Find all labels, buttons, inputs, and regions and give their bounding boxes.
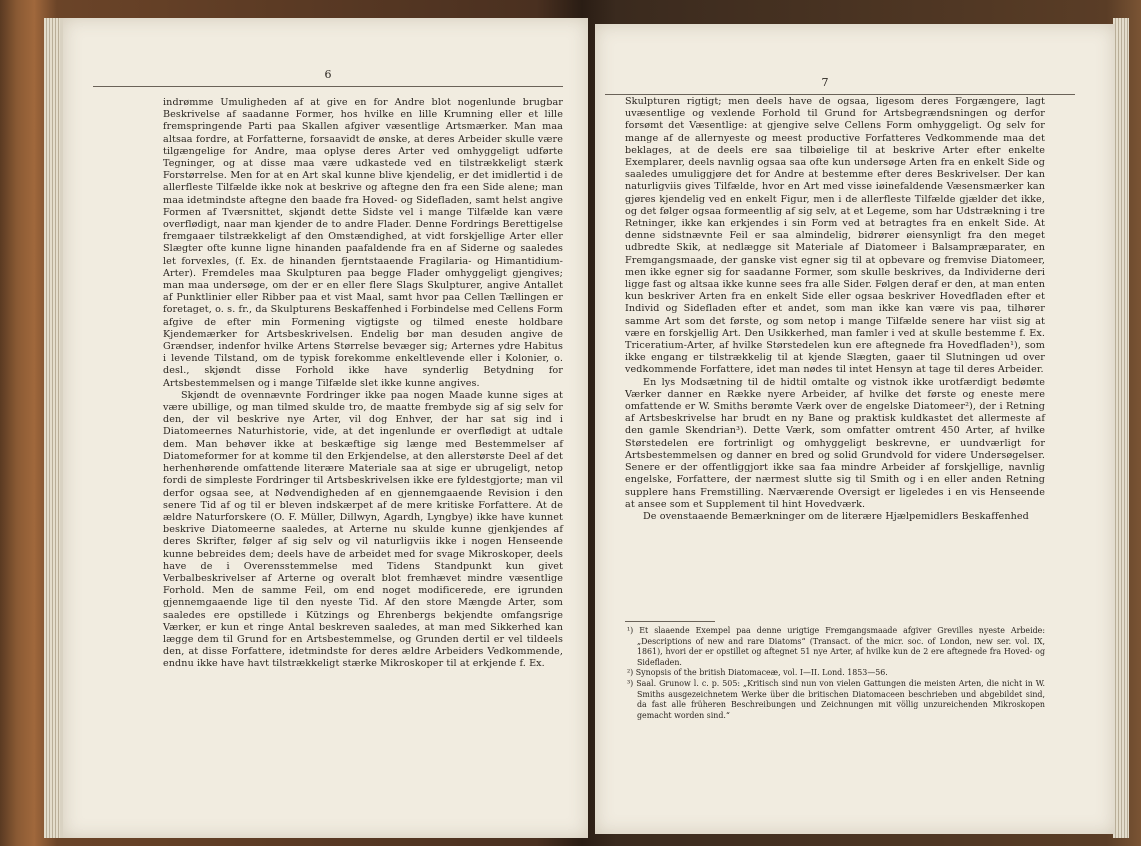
body-text <box>163 97 563 671</box>
paragraph: indrømme Umuligheden af at give en for Andre blot nogenlunde brugbar Beskrivelse af saadanne Former, hos hvilke en lille Krumning eller et lille fremspringende Parti paa Skallen afgiver væsentlige Artsmærker. Man maa altsaa fordre, at Forfatterne, forsaavidt de ønske, at deres Arbeider skulle være tilgængelige for Andre, maa oplyse deres Arter ved omhyggeligt udførte Tegninger, og at disse maa være udkastede ved en tilstrækkeligt stærk Forstørrelse. Men for at en Art skal kunne blive kjendelig, er det imidlertid i de allerfleste Tilfælde ikke nok at beskrive og aftegne den fra een Side alene; man maa idetmindste aftegne den baade fra Hoved- og Sidefladen, samt helst angive Formen af Tværsnittet, skjøndt dette Sidste vel i mange Tilfælde kan være overflødigt, naar man kjender de to andre Flader. Denne Fordrings Berettigelse fremgaaer tilstrækkeligt af den Omstændighed, at vidt forskjellige Arter eller Slægter ofte kunne ligne hinanden paafaldende fra en af Siderne og saaledes let forvexles, (f. Ex. de hinanden fjerntstaaende Fragilaria- og Himantidium-Arter). Fremdeles maa Skulpturen paa begge Flader omhyggeligt gjengives; man maa undersøge, om der er en eller flere Slags Skulpturer, angive Antallet af Punktlinier eller Ribber paa et vist Maal, samt hvor paa Cellen Tællingen er foretaget, o. s. fr., da Skulpturens Beskaffenhed i Forbindelse med Cellens Form afgive de efter min Formening vigtigste og tilmed eneste holdbare Kjendemærker for Artsbeskrivelsen. Endelig bør man desuden angive de Grændser, indenfor hvilke Artens Størrelse bevæger sig; Arternes ydre Habitus i levende Tilstand, om de typisk forekomme enkeltlevende eller i Kolonier, o. desl., skjøndt disse Forhold ikke have synderlig Betydning for Artsbestemmelsen og i mange Tilfælde slet ikke kunne angives. <box>163 97 563 389</box>
right-page-edges <box>1113 18 1129 838</box>
header-rule <box>605 94 1075 95</box>
paragraph: De ovenstaaende Bemærkninger om de literære Hjælpemidlers Beskaffenhed <box>643 510 1029 522</box>
footnotes <box>625 626 1045 721</box>
body-text <box>625 96 1045 523</box>
footnote: ³) Saal. Grunow l. c. p. 505: „Kritisch sind nun von vielen Gattungen die meisten Arten, die nicht in W. Smiths ausgezeichnetem Werke über die britischen Diatomaceen beschrieben und abgebildet sind, da fast alle früheren Beschreibungen und Zeichnungen mit völlig unzureichenden Mikroskopen gemacht worden sind.“ <box>627 678 1045 720</box>
left-page-edges <box>44 18 60 838</box>
page-number: 7 <box>821 76 829 89</box>
header-rule <box>93 86 563 87</box>
left-page <box>60 18 588 838</box>
paragraph: En lys Modsætning til de hidtil omtalte og vistnok ikke urotfærdigt bedømte Værker danner en Række nyere Arbeider, af hvilke det første og eneste mere omfattende er W. Smiths berømte Værk over de engelske Diatomeer²), der i Retning af Artsbeskrivelse har brudt en ny Bane og praktisk kuldkastet det allermeste af den gamle Skendrian³). Dette Værk, som omfatter omtrent 450 Arter, af hvilke Størstedelen ere fortrinligt og omhyggeligt beskrevne, er uundværligt for Artsbestemmelsen og danner en bred og solid Grundvold for videre Undersøgelser. Senere er der offentliggjort ikke saa faa mindre Arbeider af forskjellige, navnlig engelske, Forfattere, der nærmest slutte sig til Smith og i en eller anden Retning supplere hans Fremstilling. Nærværende Oversigt er ligeledes i en vis Henseende at ansee som et Supplement til hint Hovedværk. <box>625 376 1045 510</box>
footnote-rule <box>625 621 715 622</box>
paragraph: Skjøndt de ovennævnte Fordringer ikke paa nogen Maade kunne siges at være ubillige, og man tilmed skulde tro, de maatte frembyde sig af sig selv for den, der vil beskrive nye Arter, vil dog Enhver, der har sat sig ind i Diatomeernes Naturhistorie, vide, at det ingenlunde er overflødigt at udtale dem. Man behøver ikke at beskæftige sig længe med Bestemmelser af Diatomeformer for at komme til den Erkjendelse, at den allerstørste Deel af det herhenhørende omfattende literære Materiale saa at sige er ubrugeligt, netop fordi de simpleste Fordringer til Artsbeskrivelsen ikke ere fyldestgjorte; man vil derfor ogsaa see, at Nødvendigheden af en gjennemgaaende Revision i den senere Tid af og til er bleven indskærpet af de mere kritiske Forfattere. At de ældre Naturforskere (O. F. Müller, Dillwyn, Agardh, Lyngbye) ikke have kunnet beskrive Diatomeerne saaledes, at Arterne nu skulde kunne gjenkjendes af deres Skrifter, følger af sig selv og vil naturligviis ikke i nogen Henseende kunne bebreides dem; deels have de arbeidet med for svage Mikroskoper, deels have de i Overensstemmelse med Tidens Standpunkt kun givet Verbalbeskrivelser af Arterne og overalt blot fremhævet mindre væsentlige Forhold. Men de samme Feil, om end noget modificerede, ere igrunden gjennemgaaende lige til den nyeste Tid. Af den store Mængde Arter, som saaledes ere opstillede i Kützings og Ehrenbergs bekjendte omfangsrige Værker, er kun et ringe Antal beskreven saaledes, at man med Sikkerhed kan lægge dem til Grund for en Artsbestemmelse, og Grunden dertil er vel tildeels den, at disse Forfattere, idetmindste for deres ældre Arbeiders Vedkommende, endnu ikke have havt tilstrækkeligt stærke Mikroskoper til at erkjende f. Ex. <box>163 389 563 670</box>
footnote: ²) Synopsis of the british Diatomaceæ, vol. I—II. Lond. 1853—56. <box>627 668 888 678</box>
paragraph: Skulpturen rigtigt; men deels have de ogsaa, ligesom deres Forgængere, lagt uvæsentlige og vexlende Forhold til Grund for Artsbegrændsningen og derfor forsømt det Væsentlige: at gjengive selve Cellens Form omhyggeligt. Og selv for mange af de allernyeste og meest productive Forfatteres Vedkommende maa det beklages, at de deels ere saa tilbøielige til at beskrive Arter efter enkelte Exemplarer, deels navnlig ogsaa saa ofte kun undersøge Arten fra en enkelt Side og saaledes umuliggjøre det for Andre at bestemme efter deres Beskrivelser. Der kan naturligviis gives Tilfælde, hvor en Art med visse iøinefaldende Væsensmærker kan gjøres kjendelig ved en enkelt Figur, men i de allerfleste Tilfælde gjælder det ikke, og det følger ogsaa formeentlig af sig selv, at et Legeme, som har Udstrækning i tre Retninger, ikke kan erkjendes i sin Form ved at betragtes fra en enkelt Side. At denne sidstnævnte Feil er saa almindelig, bidrører øiensynligt fra den meget udbredte Skik, at nedlægge sit Materiale af Diatomeer i Balsampræparater, en Fremgangsmaade, der ganske vist egner sig til at opbevare og fremvise Diatomeer, men ikke egner sig for saadanne Former, som skulle beskrives, da Individerne deri ligge fast og altsaa ikke kunne sees fra alle Sider. Følgen deraf er den, at man enten kun beskriver Arten fra en enkelt Side eller ogsaa beskriver Hovedfladen efter et Individ og Sidefladen efter et andet, som man ikke kan være vis paa, tilhører samme Art som det første, og som netop i mange Tilfælde senere har viist sig at være en forskjellig Art. Den Usikkerhed, man famler i ved at skulle bestemme f. Ex. Triceratium-Arter, af hvilke Størstedelen kun ere aftegnede fra Hovedfladen¹), som ikke engang er tilstrækkelig til at kjende Slægten, gaaer til Slutningen ud over vedkommende Forfattere, idet man nødes til intet Hensyn at tage til deres Arbeider. <box>625 96 1045 376</box>
page-number: 6 <box>324 68 332 81</box>
right-page <box>595 24 1115 834</box>
footnote: ¹) Et slaaende Exempel paa denne urigtige Fremgangsmaade afgiver Grevilles nyeste Arbeide: „Descriptions of new and rare Diatoms“ (Transact. of the micr. soc. of London, new ser. vol. IX, 1861), hvori der er opstillet og aftegnet 51 nye Arter, af hvilke kun de 2 ere aftegnede fra Hoved- og Sidefladen. <box>627 626 1045 667</box>
